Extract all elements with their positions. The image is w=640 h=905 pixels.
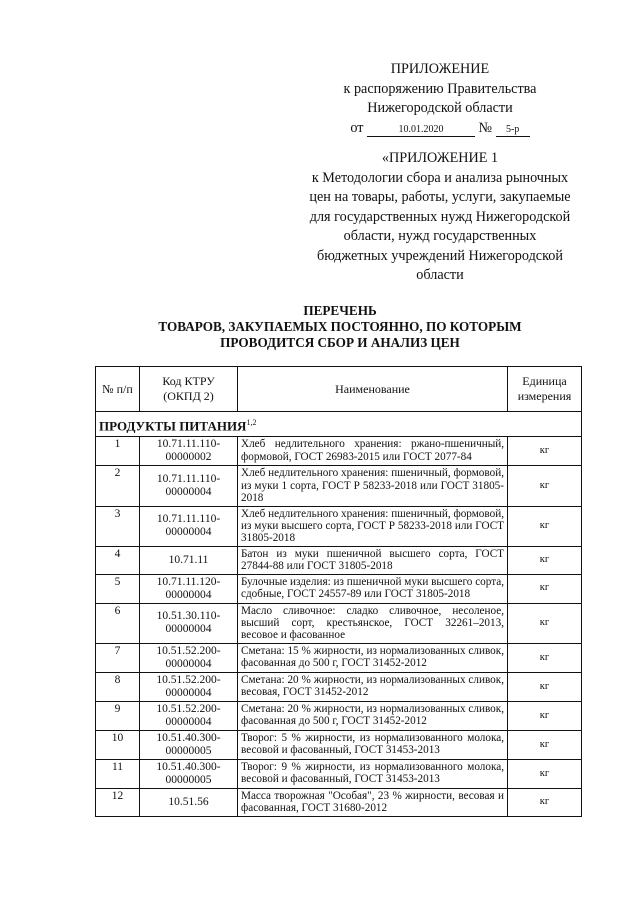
cell-num: 12 — [96, 788, 140, 816]
cell-num: 8 — [96, 672, 140, 701]
cell-name: Сметана: 20 % жирности, из нормализованных сливок, фасованная до 500 г, ГОСТ 31452-2012 — [238, 701, 508, 730]
table-row — [96, 672, 582, 701]
goods-table — [95, 366, 582, 817]
cell-unit: кг — [508, 759, 582, 788]
header-name: Наименование — [238, 367, 508, 412]
appendix-line-1: «ПРИЛОЖЕНИЕ 1 — [381, 150, 499, 166]
table-row — [96, 466, 582, 506]
date-prefix: от — [350, 119, 364, 136]
cell-code: 10.51.30.110-00000004 — [140, 603, 238, 643]
cell-name: Творог: 9 % жирности, из нормализованного молока, весовой и фасованный, ГОСТ 31453-2013 — [238, 759, 508, 788]
section-row — [96, 412, 582, 437]
cell-name: Сметана: 15 % жирности, из нормализованных сливок, фасованная до 500 г, ГОСТ 31452-2012 — [238, 643, 508, 672]
cell-name: Батон из муки пшеничной высшего сорта, ГОСТ 27844-88 или ГОСТ 31805-2018 — [238, 546, 508, 574]
cell-unit: кг — [508, 546, 582, 574]
cell-name: Хлеб недлительного хранения: пшеничный, формовой, из муки 1 сорта, ГОСТ Р 58233-2018 или ГОСТ 31805-2018 — [238, 466, 508, 506]
cell-num: 7 — [96, 643, 140, 672]
cell-code: 10.51.52.200-00000004 — [140, 643, 238, 672]
cell-code: 10.71.11.120-00000004 — [140, 574, 238, 603]
appendix-block — [296, 149, 584, 286]
appendix-line-5: области, нужд государственных — [343, 228, 537, 244]
table-row — [96, 643, 582, 672]
cell-name: Хлеб недлительного хранения: пшеничный, формовой, из муки высшего сорта, ГОСТ Р 58233-2018 или ГОСТ 31805-2018 — [238, 506, 508, 546]
table-row — [96, 759, 582, 788]
cell-num: 11 — [96, 759, 140, 788]
section-footnote: 1,2 — [246, 418, 257, 427]
cell-name: Масло сливочное: сладко сливочное, несоленое, высший сорт, крестьянское, ГОСТ 32261–2013, весовое и фасованное — [238, 603, 508, 643]
cell-num: 3 — [96, 506, 140, 546]
table-row — [96, 546, 582, 574]
cell-code: 10.51.56 — [140, 788, 238, 816]
cell-unit: кг — [508, 603, 582, 643]
table-row — [96, 506, 582, 546]
header-unit: Единица измерения — [508, 367, 582, 412]
appendix-line-4: для государственных нужд Нижегородской — [309, 208, 571, 225]
cell-unit: кг — [508, 643, 582, 672]
number-sign: № — [478, 119, 493, 136]
cell-unit: кг — [508, 730, 582, 759]
appendix-line-6: бюджетных учреждений Нижегородской — [317, 247, 563, 264]
cell-code: 10.71.11.110-00000004 — [140, 466, 238, 506]
cell-unit: кг — [508, 672, 582, 701]
title-line-2: ТОВАРОВ, ЗАКУПАЕМЫХ ПОСТОЯННО, ПО КОТОРЫМ — [158, 318, 522, 334]
cell-name: Творог: 5 % жирности, из нормализованного молока, весовой и фасованный, ГОСТ 31453-2013 — [238, 730, 508, 759]
table-row — [96, 788, 582, 816]
table-row — [96, 437, 582, 466]
header-line-1: ПРИЛОЖЕНИЕ — [390, 61, 490, 77]
section-label: ПРОДУКТЫ ПИТАНИЯ — [99, 418, 247, 434]
number-value: 5-р — [496, 124, 530, 137]
cell-unit: кг — [508, 574, 582, 603]
cell-name: Сметана: 20 % жирности, из нормализованных сливок, весовая, ГОСТ 31452-2012 — [238, 672, 508, 701]
title-line-3: ПРОВОДИТСЯ СБОР И АНАЛИЗ ЦЕН — [220, 334, 460, 350]
appendix-line-3: цен на товары, работы, услуги, закупаемые — [309, 189, 571, 205]
cell-num: 1 — [96, 437, 140, 466]
cell-code: 10.71.11 — [140, 546, 238, 574]
table-header-row — [96, 367, 582, 412]
cell-unit: кг — [508, 437, 582, 466]
cell-unit: кг — [508, 466, 582, 506]
cell-code: 10.51.40.300-00000005 — [140, 730, 238, 759]
table-row — [96, 701, 582, 730]
cell-num: 10 — [96, 730, 140, 759]
date-value: 10.01.2020 — [367, 124, 475, 137]
title-line-1: ПЕРЕЧЕНЬ — [303, 303, 377, 318]
table-row — [96, 603, 582, 643]
order-header — [296, 60, 584, 138]
cell-unit: кг — [508, 788, 582, 816]
cell-code: 10.51.52.200-00000004 — [140, 701, 238, 730]
cell-unit: кг — [508, 701, 582, 730]
header-line-2: к распоряжению Правительства — [343, 80, 537, 97]
cell-name: Хлеб недлительного хранения: ржано-пшеничный, формовой, ГОСТ 26983-2015 или ГОСТ 2077-84 — [238, 437, 508, 466]
header-line-3: Нижегородской области — [367, 100, 513, 116]
cell-num: 4 — [96, 546, 140, 574]
cell-code: 10.51.52.200-00000004 — [140, 672, 238, 701]
appendix-line-2: к Методологии сбора и анализа рыночных — [311, 169, 569, 186]
cell-unit: кг — [508, 506, 582, 546]
appendix-line-7: области — [416, 267, 464, 283]
cell-name: Масса творожная "Особая", 23 % жирности, весовая и фасованная, ГОСТ 31680-2012 — [238, 788, 508, 816]
document-title — [90, 303, 590, 350]
cell-num: 6 — [96, 603, 140, 643]
cell-code: 10.51.40.300-00000005 — [140, 759, 238, 788]
cell-name: Булочные изделия: из пшеничной муки высшего сорта, сдобные, ГОСТ 24557-89 или ГОСТ 31805-2018 — [238, 574, 508, 603]
header-code: Код КТРУ (ОКПД 2) — [140, 367, 238, 412]
header-date-line — [296, 119, 584, 139]
cell-code: 10.71.11.110-00000002 — [140, 437, 238, 466]
cell-num: 2 — [96, 466, 140, 506]
cell-num: 9 — [96, 701, 140, 730]
cell-code: 10.71.11.110-00000004 — [140, 506, 238, 546]
header-num: № п/п — [96, 367, 140, 412]
section-cell — [96, 412, 582, 437]
cell-num: 5 — [96, 574, 140, 603]
table-row — [96, 574, 582, 603]
table-row — [96, 730, 582, 759]
